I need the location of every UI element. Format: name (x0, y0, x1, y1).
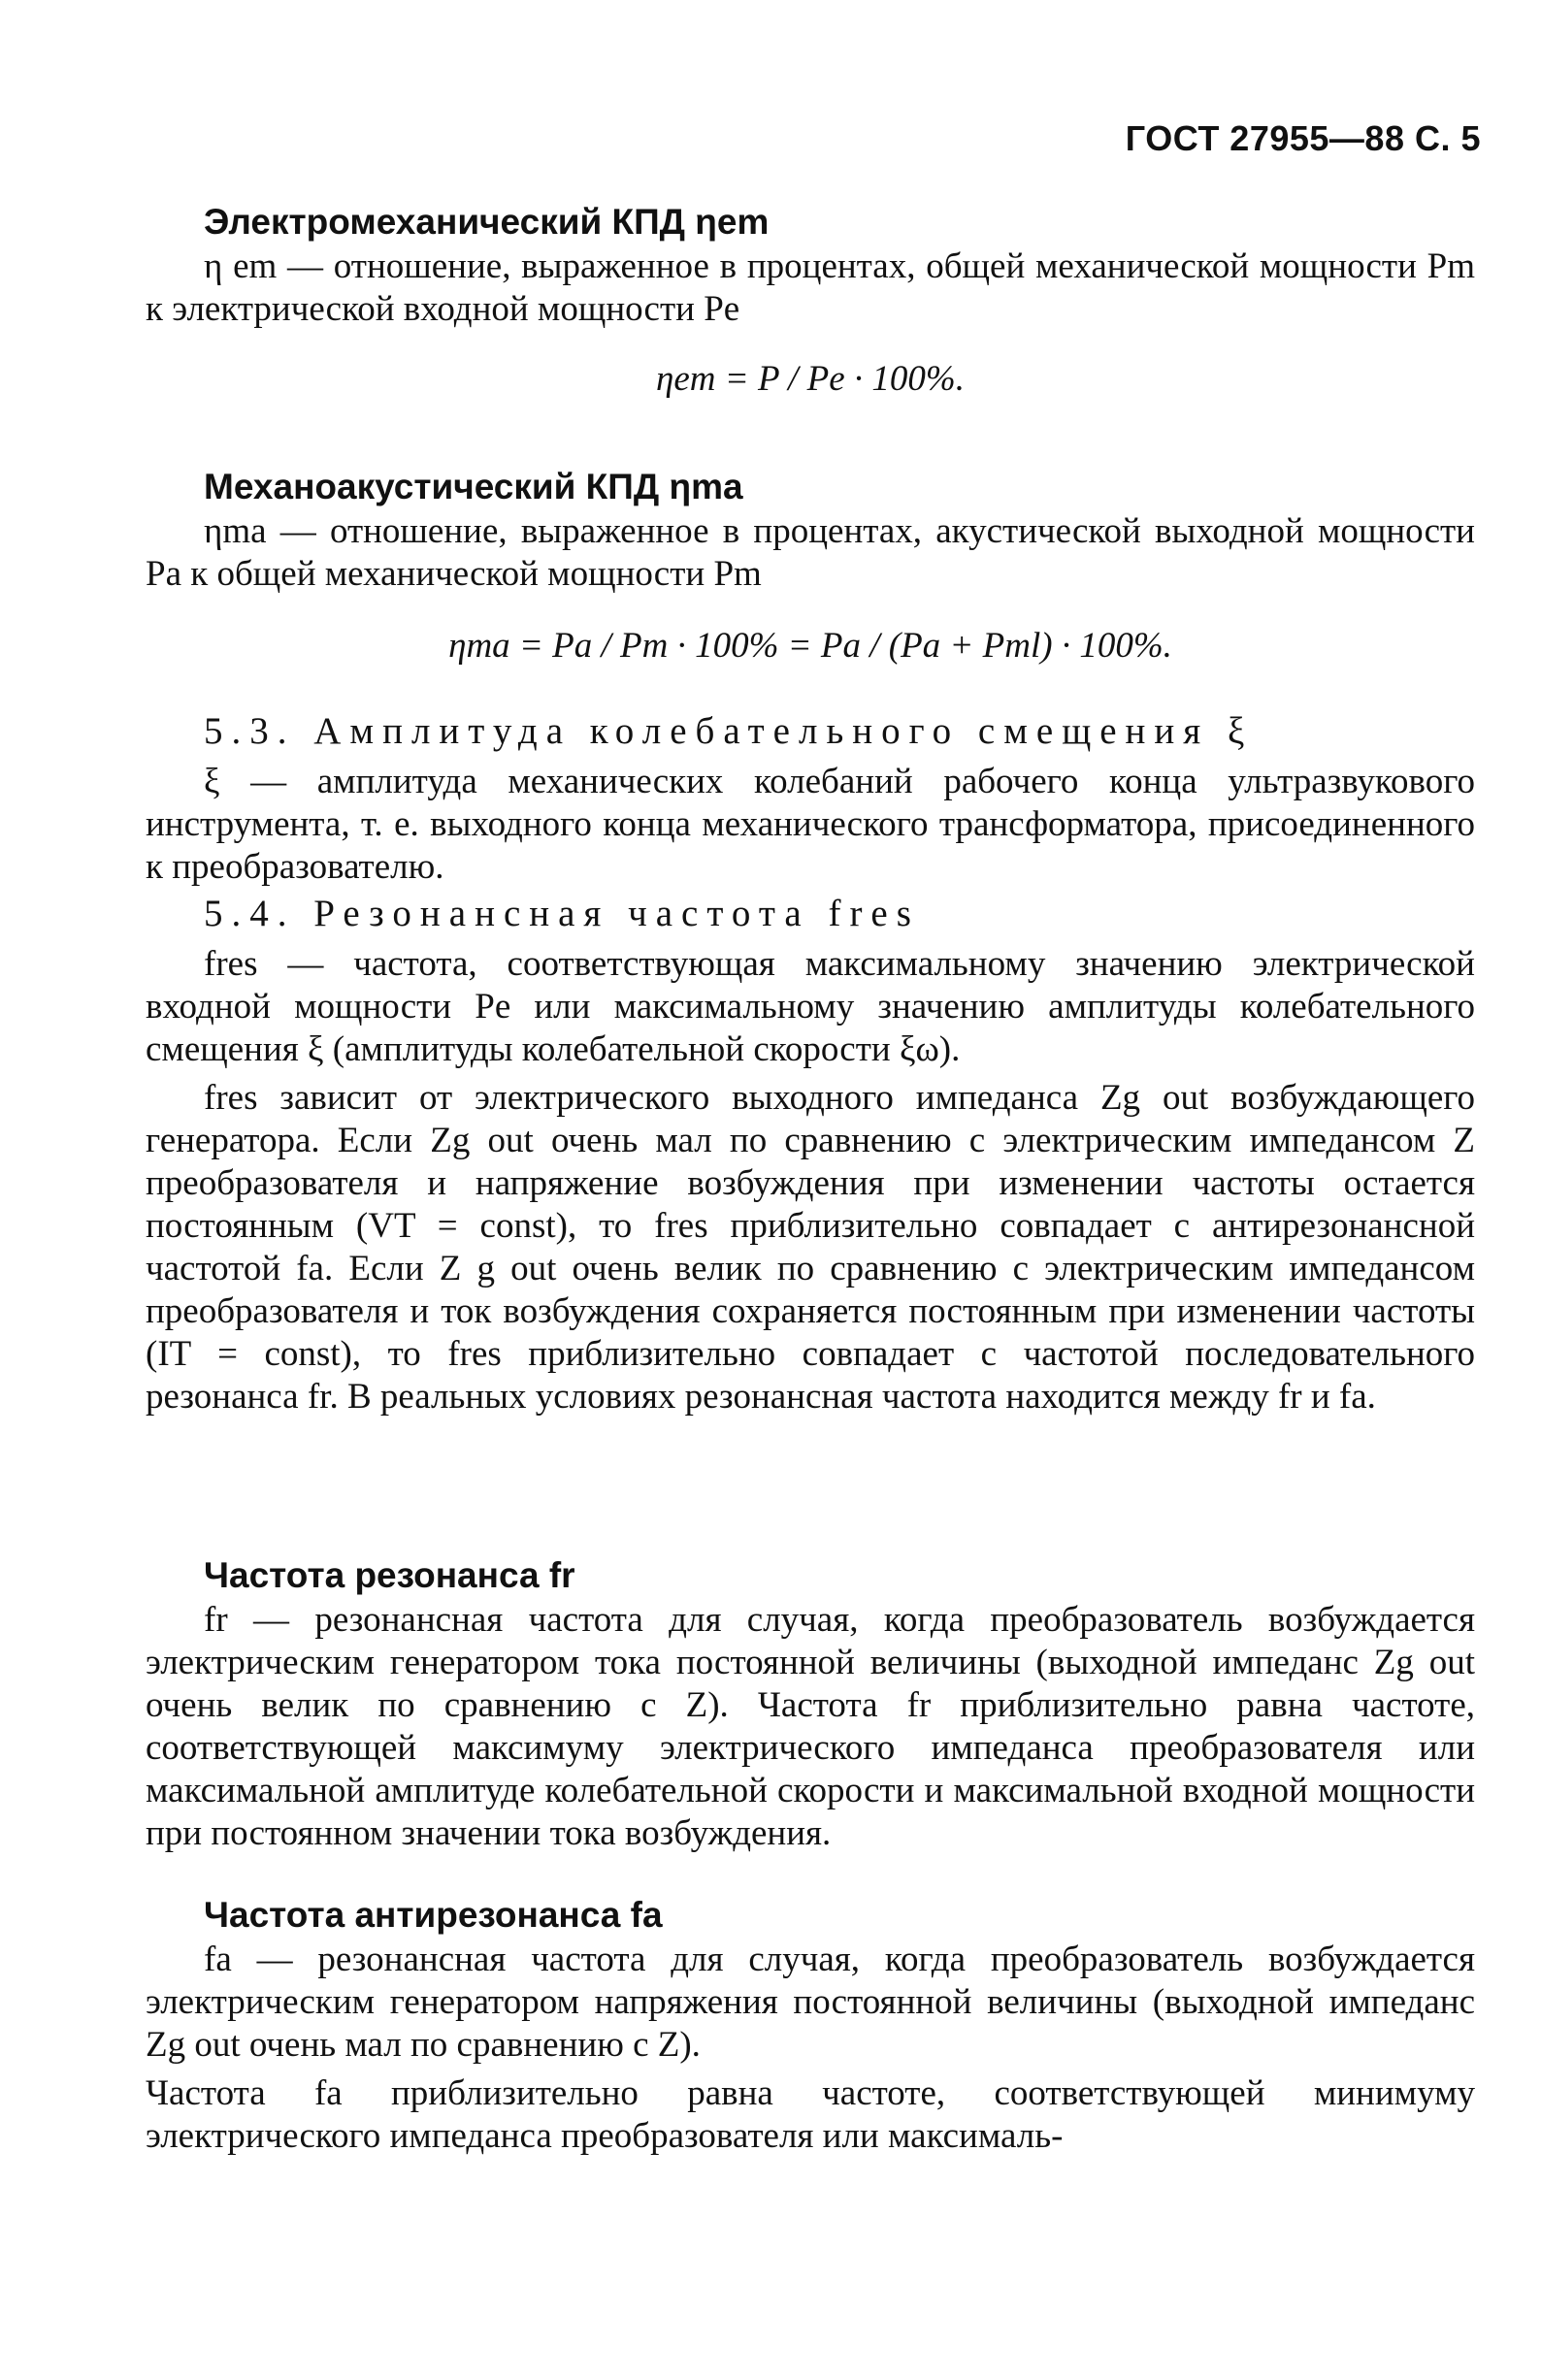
formula: ηma = Pa / Pm · 100% = Pa / (Pa + Pml) · 100%. (448, 626, 1172, 666)
definition-text: ξ — амплитуда механических колебаний рабочего конца ультразвукового инструмента, т. е. выходного конца механического трансформатора, присоединенного к преобразователю. (146, 762, 1475, 887)
formula: ηem = P / Pe · 100%. (655, 359, 966, 399)
section-heading: Частота антирезонанса fa (204, 1895, 663, 1935)
section-heading: 5.4. Резонансная частота fres (204, 893, 920, 934)
definition-text: fa — резонансная частота для случая, когда преобразователь возбуждается электрическим генератором напряжения постоянной величины (выходной импеданс Zg out очень мал по сравнению с Z). (146, 1940, 1475, 2065)
section-mechanoacoustic-efficiency (146, 464, 1475, 668)
section-heading: Электромеханический КПД ηem (204, 202, 770, 242)
section-resonance-frequency (146, 891, 1475, 1418)
section-heading: Частота резонанса fr (204, 1555, 575, 1595)
definition-text: ηma — отношение, выраженное в процентах, акустической выходной мощности Pa к общей механической мощности Pm (146, 511, 1475, 594)
explanation-text: Частота fa приблизительно равна частоте, соответствующей минимуму электрического импеданса преобразователя или максималь- (146, 2073, 1475, 2156)
section-resonance-fr (146, 1552, 1475, 1855)
section-antiresonance-fa (146, 1892, 1475, 2158)
definition-text: fr — резонансная частота для случая, когда преобразователь возбуждается электрическим генератором тока постоянной величины (выходной импеданс Zg out очень велик по сравнению с Z). Частота fr приблизительно равна частоте, соответствующей максимуму электрического импеданса преобразователя или максимальной амплитуде колебательной скорости и максимальной входной мощности при постоянном значении тока возбуждения. (146, 1600, 1475, 1853)
explanation-text: fres зависит от электрического выходного импеданса Zg out возбуждающего генератора. Если Zg out очень мал по сравнению с электрическим импедансом Z преобразователя и напряжение возбуждения при изменении частоты остается постоянным (VT = const), то fres приблизительно совпадает с антирезонансной частотой fa. Если Z g out очень велик по сравнению с электрическим импедансом преобразователя и ток возбуждения сохраняется постоянным при изменении частоты (IT = const), то fres приблизительно совпадает с частотой последовательного резонанса fr. В реальных условиях резонансная частота находится между fr и fa. (146, 1078, 1475, 1417)
section-vibration-amplitude (146, 708, 1475, 889)
definition-text: η em — отношение, выраженное в процентах, общей механической мощности Pm к электрической входной мощности Pe (146, 246, 1475, 329)
section-heading: Механоакустический КПД ηma (204, 467, 743, 506)
definition-text: fres — частота, соответствующая максимальному значению электрической входной мощности Pe или максимальному значению амплитуды колебательного смещения ξ (амплитуды колебательной скорости ξω). (146, 944, 1475, 1069)
section-electromechanical-efficiency (146, 199, 1475, 401)
section-heading: 5.3. Амплитуда колебательного смещения ξ (204, 710, 1254, 752)
page-header: ГОСТ 27955—88 С. 5 (1125, 118, 1481, 158)
